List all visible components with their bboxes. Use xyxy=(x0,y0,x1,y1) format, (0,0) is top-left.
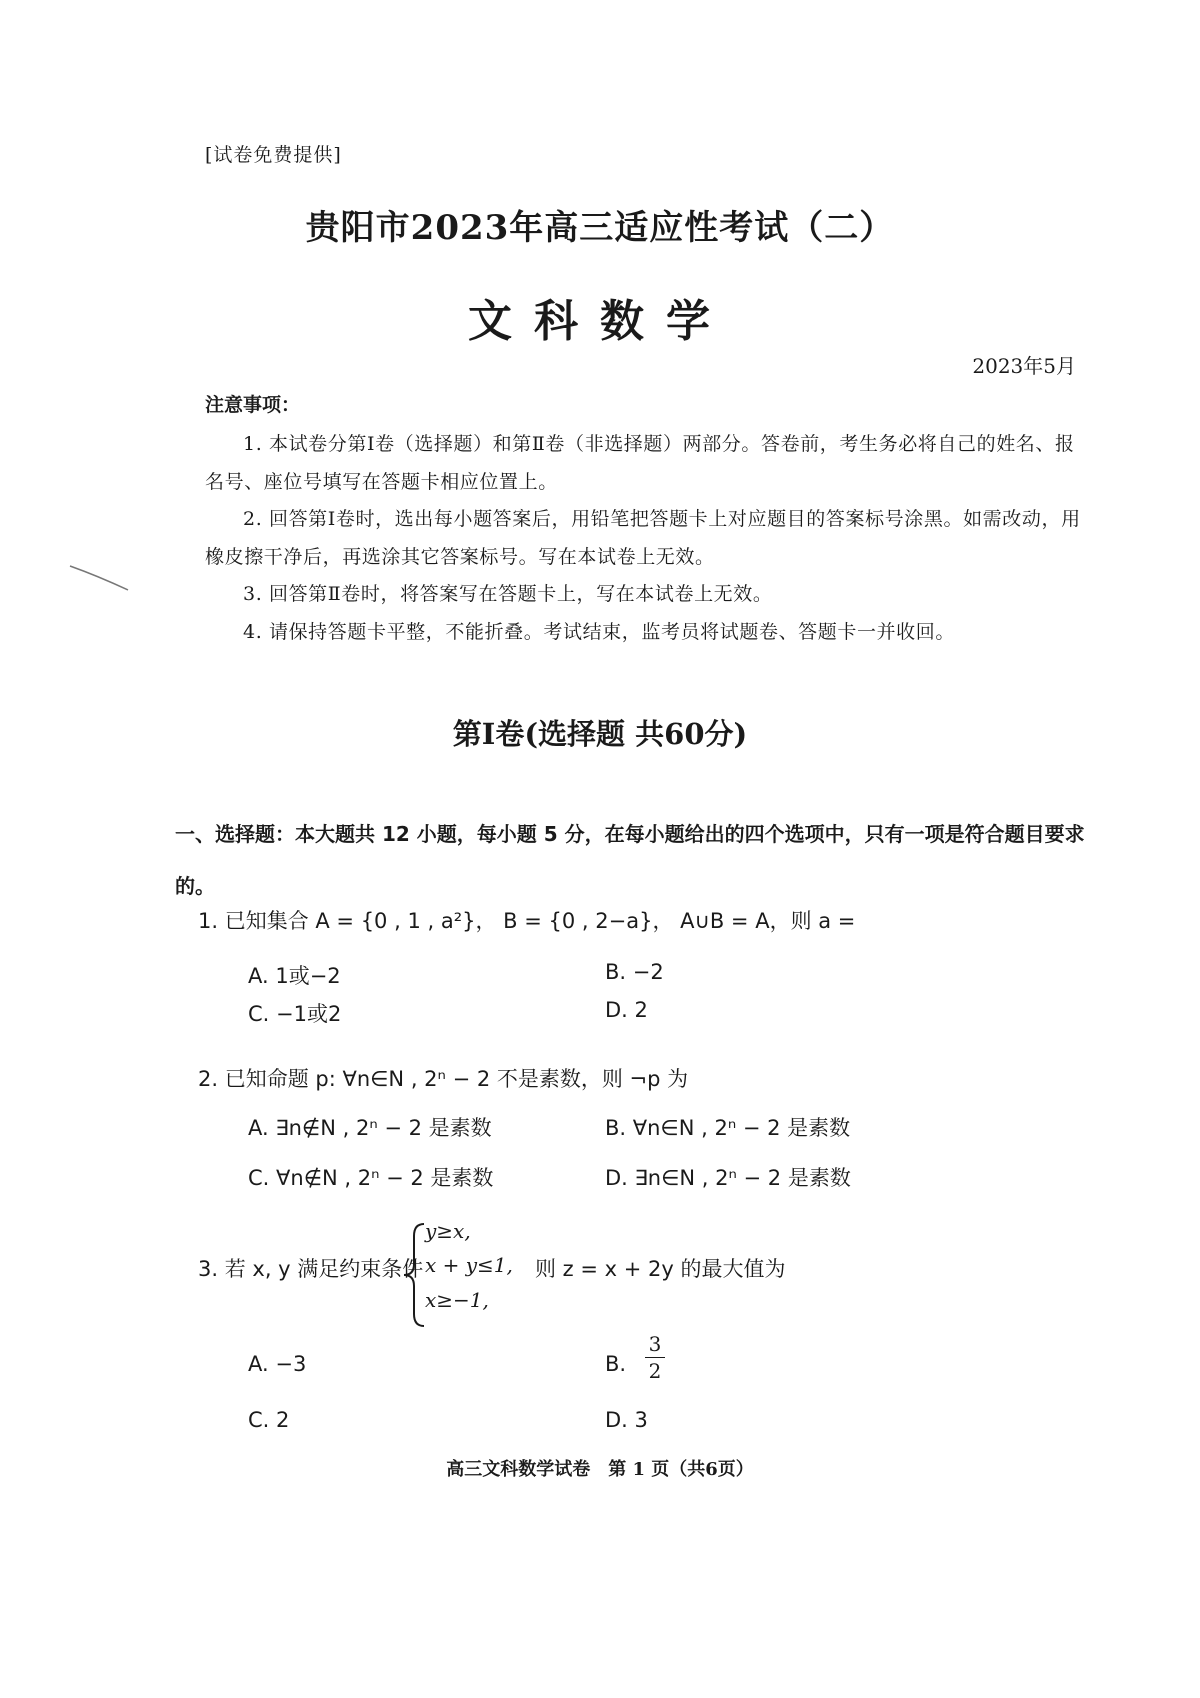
question-2-option-b: B. ∀n∈N , 2ⁿ − 2 是素数 xyxy=(605,1116,851,1140)
question-2-option-c: C. ∀n∉N , 2ⁿ − 2 是素数 xyxy=(248,1166,494,1190)
question-1-option-b: B. −2 xyxy=(605,960,664,984)
source-tag: [试卷免费提供] xyxy=(205,144,342,166)
question-1-option-a: A. 1或−2 xyxy=(248,964,341,988)
page-footer: 高三文科数学试卷 第 1 页（共6页） xyxy=(446,1459,754,1480)
note-item-3: 3. 回答第Ⅱ卷时，将答案写在答题卡上，写在本试卷上无效。 xyxy=(243,583,773,605)
constraint-brace-icon xyxy=(390,1220,430,1330)
question-2-option-d: D. ∃n∈N , 2ⁿ − 2 是素数 xyxy=(605,1166,851,1190)
question-1-option-d: D. 2 xyxy=(605,998,648,1022)
constraint-3: x≥−1, xyxy=(425,1288,489,1312)
volume-title: 第Ⅰ卷(选择题 共60分) xyxy=(452,717,748,751)
question-3-option-d: D. 3 xyxy=(605,1408,648,1432)
note-item-1: 1. 本试卷分第Ⅰ卷（选择题）和第Ⅱ卷（非选择题）两部分。答卷前，考生务必将自己的姓名、报名号、座位号填写在答题卡相应位置上。 xyxy=(205,433,1075,493)
fraction-numerator: 3 xyxy=(648,1332,662,1356)
note-item-2: 2. 回答第Ⅰ卷时，选出每小题答案后，用铅笔把答题卡上对应题目的答案标号涂黑。如需改动，用橡皮擦干净后，再选涂其它答案标号。写在本试卷上无效。 xyxy=(205,508,1081,568)
question-3-stem-prefix: 3. 若 x, y 满足约束条件 xyxy=(198,1257,424,1281)
question-3-option-b-fraction xyxy=(645,1333,665,1382)
question-3-option-a: A. −3 xyxy=(248,1352,307,1376)
constraint-1: y≥x, xyxy=(425,1219,471,1243)
question-2-stem: 2. 已知命题 p: ∀n∈N , 2ⁿ − 2 不是素数，则 ¬p 为 xyxy=(198,1067,689,1091)
note-item-4: 4. 请保持答题卡平整，不能折叠。考试结束，监考员将试题卷、答题卡一并收回。 xyxy=(243,621,955,643)
constraint-2: x + y≤1, xyxy=(425,1253,513,1277)
subject-title: 文科数学 xyxy=(468,296,732,347)
question-3-stem-suffix: 则 z = x + 2y 的最大值为 xyxy=(535,1257,786,1281)
section-instructions: 一、选择题：本大题共 12 小题，每小题 5 分，在每小题给出的四个选项中，只有一项是符合题目要求的。 xyxy=(175,822,1085,898)
notes-heading: 注意事项： xyxy=(205,394,301,416)
pen-stroke-mark xyxy=(68,560,130,594)
fraction-bar xyxy=(645,1357,665,1358)
fraction-denominator: 2 xyxy=(648,1359,662,1383)
question-3-option-b: B. xyxy=(605,1352,627,1376)
question-3-option-c: C. 2 xyxy=(248,1408,290,1432)
exam-date: 2023年5月 xyxy=(972,354,1076,378)
exam-title: 贵阳市2023年高三适应性考试（二） xyxy=(305,208,895,248)
question-1-stem: 1. 已知集合 A = {0 , 1 , a²}， B = {0 , 2−a}， A∪B = A，则 a = xyxy=(198,909,856,933)
question-1-option-c: C. −1或2 xyxy=(248,1002,342,1026)
question-2-option-a: A. ∃n∉N , 2ⁿ − 2 是素数 xyxy=(248,1116,492,1140)
